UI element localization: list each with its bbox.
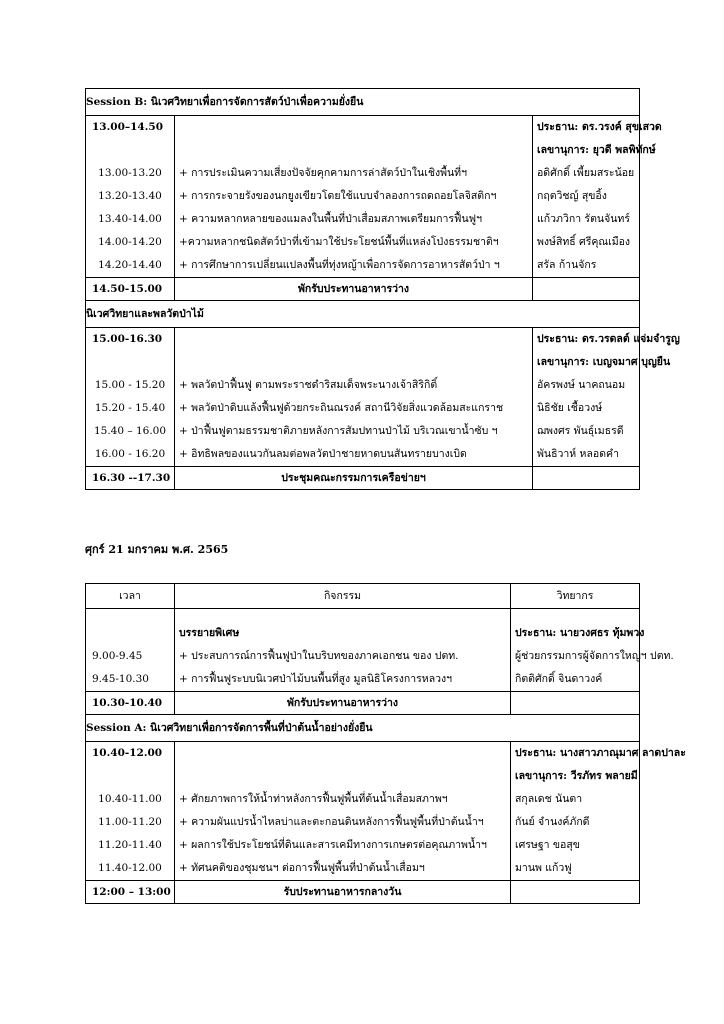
empty-cell <box>533 278 640 301</box>
time-slot: 13.40-14.00 <box>98 213 162 225</box>
speaker-name: อดิศักดิ์ เพี้ยมสระน้อย <box>537 167 635 179</box>
activity-item: + พลวัตป่าดิบแล้งฟื้นฟูด้วยกระถินณรงค์ สถานีวิจัยสิ่งแวดล้อมสะแกราช <box>179 402 504 414</box>
time-slot: 9.00-9.45 <box>92 650 143 662</box>
speaker-name: เศรษฐา ขอสุข <box>515 839 580 851</box>
session-c-time: 15.00-16.30 <box>92 333 163 345</box>
session-c-title: นิเวศวิทยาและพลวัตป่าไม้ <box>86 301 640 328</box>
empty-cell <box>511 881 640 904</box>
session-b-chair: ประธาน: ดร.วรงค์ สุขเสวด <box>537 121 662 133</box>
activity-item: + ศักยภาพการให้น้ำท่าหลังการฟื้นฟูพื้นที่ต้นน้ำเสื่อมสภาพฯ <box>179 793 448 805</box>
speaker-name: กิตติศักดิ์ จินดาวงค์ <box>515 673 603 685</box>
special-speaker-cell <box>511 609 674 692</box>
session-a-title: Session A: นิเวศวิทยาเพื่อการจัดการพื้นที่ป่าต้นน้ำอย่างยั่งยืน <box>86 715 640 742</box>
session-c-activity-cell <box>175 328 533 467</box>
meeting-time: 16.30 --17.30 <box>86 467 175 490</box>
empty-cell <box>511 692 640 715</box>
activity-item: + ทัศนคติของชุมชนฯ ต่อการฟื้นฟูพื้นที่ป่าต้นน้ำเสื่อมฯ <box>179 862 425 874</box>
speaker-name: สรัล ก้านจักร <box>537 259 597 271</box>
schedule-table-day2 <box>85 583 686 904</box>
speaker-name: สกุลเดช นันตา <box>515 793 583 805</box>
session-c-row <box>86 328 640 467</box>
day-heading: ศุกร์ 21 มกราคม พ.ศ. 2565 <box>85 543 229 556</box>
time-slot: 13.00-13.20 <box>98 167 162 179</box>
time-slot: 16.00 - 16.20 <box>94 448 166 460</box>
session-a-secretary: เลขานุการ: วีรภัทร พลายมี <box>515 770 638 782</box>
activity-item: + อิทธิพลของแนวกันลมต่อพลวัตป่าชายหาดบนสันทรายบางเบิด <box>179 448 467 460</box>
lunch-label: รับประทานอาหารกลางวัน <box>175 881 511 904</box>
schedule-table-day1 <box>85 88 680 490</box>
session-b-row <box>86 116 640 278</box>
session-b-speaker-cell <box>533 116 662 278</box>
session-a-time-cell <box>86 742 175 881</box>
activity-item: + ความผันแปรน้ำไหลบ่าและตะกอนดินหลังการฟื้นฟูพื้นที่ป่าต้นน้ำฯ <box>179 816 484 828</box>
activity-item: + การฟื้นฟูระบบนิเวศป่าไม้บนพื้นที่สูง มูลนิธิโครงการหลวงฯ <box>179 673 453 685</box>
speaker-name: มานพ แก้วฟู <box>515 862 572 874</box>
activity-item: + ผลการใช้ประโยชน์ที่ดินและสารเคมีทางการเกษตรต่อคุณภาพน้ำฯ <box>179 839 487 851</box>
activity-item: + การศึกษาการเปลี่ยนแปลงพื้นที่ทุ่งหญ้าเพื่อการจัดการอาหารสัตว์ป่า ฯ <box>179 259 500 271</box>
time-slot: 10.40-11.00 <box>98 793 162 805</box>
column-header-row <box>86 584 640 609</box>
break-row <box>86 692 640 715</box>
break-label: พักรับประทานอาหารว่าง <box>175 278 533 301</box>
break-time: 10.30-10.40 <box>86 692 175 715</box>
session-b-time: 13.00–14.50 <box>92 121 164 133</box>
lunch-row <box>86 881 640 904</box>
activity-item: + พลวัตป่าฟื้นฟู ตามพระราชดำริสมเด็จพระนางเจ้าสิริกิติ์ <box>179 379 438 391</box>
special-activity-cell <box>175 609 511 692</box>
session-c-header-row <box>86 301 640 328</box>
session-a-chair: ประธาน: นางสาวภาณุมาศ ลาดปาละ <box>515 747 686 759</box>
activity-item: + ป่าฟื้นฟูตามธรรมชาติภายหลังการสัมปทานป่าไม้ บริเวณเขาน้ำซับ ฯ <box>179 425 498 437</box>
session-c-time-cell <box>86 328 175 467</box>
activity-item: + ความหลากหลายของแมลงในพื้นที่ป่าเสื่อมสภาพเตรียมการฟื้นฟูฯ <box>179 213 482 225</box>
header-speaker: วิทยากร <box>511 584 640 609</box>
break-row <box>86 278 640 301</box>
speaker-name: ฌพงศร พันธุ์เมธรดี <box>537 425 624 437</box>
time-slot: 11.20-11.40 <box>98 839 162 851</box>
session-b-secretary: เลขานุการ: ยุวดี พลพิทักษ์ <box>537 144 656 156</box>
speaker-name: กฤตวิชญ์ สุขอิ้ง <box>537 190 607 202</box>
session-a-activity-cell <box>175 742 511 881</box>
meeting-label: ประชุมคณะกรรมการเครือข่ายฯ <box>175 467 533 490</box>
session-b-header-row <box>86 89 640 116</box>
speaker-name: แก้วภวิกา รัตนจันทร์ <box>537 213 630 225</box>
speaker-name: พงษ์สิทธิ์ ศรีคุณเมือง <box>537 236 631 248</box>
meeting-row <box>86 467 640 490</box>
time-slot: 11.40-12.00 <box>98 862 162 874</box>
session-b-time-cell <box>86 116 175 278</box>
special-chair: ประธาน: นายวงศธร ทุ้มพวง <box>515 627 645 639</box>
speaker-name: กันย์ จำนงค์ภักดี <box>515 816 590 828</box>
speaker-name: อัครพงษ์ นาคถนอม <box>537 379 626 391</box>
lunch-time: 12:00 – 13:00 <box>86 881 175 904</box>
time-slot: 9.45-10.30 <box>92 673 149 685</box>
time-slot: 15.00 - 15.20 <box>94 379 166 391</box>
time-slot: 14.20-14.40 <box>98 259 162 271</box>
activity-item: + ประสบการณ์การฟื้นฟูป่าในบริบทของภาคเอกชน ของ ปตท. <box>179 650 459 662</box>
special-title: บรรยายพิเศษ <box>179 627 240 639</box>
speaker-name: ผู้ช่วยกรรมการผู้จัดการใหญ่ฯ ปตท. <box>515 650 674 662</box>
session-a-row <box>86 742 640 881</box>
activity-item: + การประเมินความเสี่ยงปัจจัยคุกคามการล่าสัตว์ป่าในเชิงพื้นที่ฯ <box>179 167 467 179</box>
session-a-time: 10.40-12.00 <box>92 747 163 759</box>
time-slot: 11.00-11.20 <box>98 816 162 828</box>
session-c-secretary: เลขานุการ: เบญจมาศ บุญยืน <box>537 356 671 368</box>
special-time-cell <box>86 609 175 692</box>
session-b-activity-cell <box>175 116 533 278</box>
session-a-speaker-cell <box>511 742 686 881</box>
time-slot: 15.40 – 16.00 <box>93 425 167 437</box>
empty-cell <box>533 467 640 490</box>
header-time: เวลา <box>86 584 175 609</box>
speaker-name: พันธิวาห์ หลอดคำ <box>537 448 619 460</box>
break-time: 14.50-15.00 <box>86 278 175 301</box>
break-label: พักรับประทานอาหารว่าง <box>175 692 511 715</box>
session-c-speaker-cell <box>533 328 680 467</box>
time-slot: 13.20-13.40 <box>98 190 162 202</box>
time-slot: 14.00-14.20 <box>98 236 162 248</box>
session-b-title: Session B: นิเวศวิทยาเพื่อการจัดการสัตว์ป่าเพื่อความยั่งยืน <box>86 89 640 116</box>
session-a-header-row <box>86 715 640 742</box>
header-activity: กิจกรรม <box>175 584 511 609</box>
special-lecture-row <box>86 609 640 692</box>
activity-item: + การกระจายรังของนกยูงเขียวโดยใช้แบบจำลองการถดถอยโลจิสติกฯ <box>179 190 497 202</box>
session-c-chair: ประธาน: ดร.วรดลต์ แจ่มจำรูญ <box>537 333 680 345</box>
time-slot: 15.20 - 15.40 <box>94 402 166 414</box>
activity-item: +ความหลากชนิดสัตว์ป่าที่เข้ามาใช้ประโยชน์พื้นที่แหล่งโป่งธรรมชาติฯ <box>179 236 499 248</box>
speaker-name: นิธิชัย เชื้อวงษ์ <box>537 402 603 414</box>
